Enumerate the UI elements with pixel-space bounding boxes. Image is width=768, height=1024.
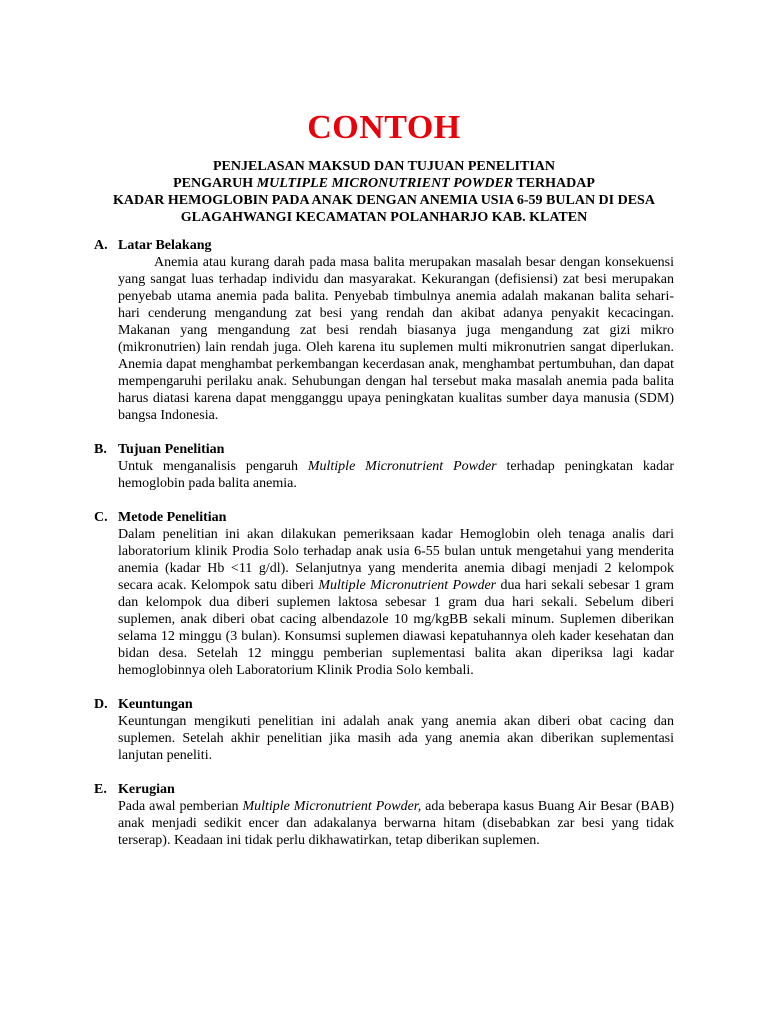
body-text: Untuk menganalisis pengaruh [118,459,308,474]
title-line-4: GLAGAHWANGI KECAMATAN POLANHARJO KAB. KLATEN [180,210,588,225]
section-keuntungan [94,696,674,764]
section-body [118,798,674,849]
body-text: ada beberapa kasus Buang Air Besar (BAB) anak menjadi sedikit encer dan adakalanya berwarna hitam (disebabkan zar besi yang tidak terserap). Keadaan ini tidak perlu dikhawatirkan, tetap diberikan suplemen. [118,799,674,848]
section-body: Keuntungan mengikuti penelitian ini adalah anak yang anemia akan diberi obat cacing dan suplemen. Setelah akhir penelitian jika masih ada yang anemia akan diberikan suplementasi lanjutan peneliti. [118,714,674,763]
body-text: dua hari sekali sebesar 1 gram dan kelompok dua diberi suplemen laktosa sebesar 1 gram dua hari sekali. Sebelum diberi suplemen, anak diberi obat cacing albendazole 10 mg/kgBB sekali minum. Suplemen diberikan selama 12 minggu (3 bulan). Konsumsi suplemen diawasi kepatuhannya oleh kader kesehatan dan bidan desa. Setelah 12 minggu pemberian suplementasi balita akan diperiksa lagi kadar hemoglobinnya oleh Laboratorium Klinik Prodia Solo kembali. [118,578,674,678]
document-heading: CONTOH [307,109,461,146]
document-title [60,158,708,226]
title-line-2-italic: MULTIPLE MICRONUTRIENT POWDER [256,176,514,191]
section-title: Tujuan Penelitian [118,442,225,457]
body-italic: Multiple Micronutrient Powder [318,578,497,593]
section-title: Metode Penelitian [118,510,227,525]
section-body [118,526,674,679]
section-title: Keuntungan [118,697,193,712]
section-letter: A. [94,238,108,253]
title-line-1: PENJELASAN MAKSUD DAN TUJUAN PENELITIAN [212,159,555,174]
title-line-2-post: TERHADAP [513,176,595,191]
section-metode-penelitian [94,509,674,679]
title-line-3: KADAR HEMOGLOBIN PADA ANAK DENGAN ANEMIA USIA 6-59 BULAN DI DESA [113,193,655,208]
section-kerugian [94,781,674,849]
section-body: Anemia atau kurang darah pada masa balita merupakan masalah besar dengan konsekuensi yang sangat luas terhadap individu dan masyarakat. Kekurangan (defisiensi) zat besi merupakan penyebab utama anemia pada balita. Penyebab timbulnya anemia adalah makanan balita sehari-hari cenderung mengandung zat besi yang rendah dan akibat adanya penyakit kecacingan. Makanan yang mengandung zat besi rendah biasanya juga mengandung zat gizi mikro (mikronutrien) lain rendah juga. Oleh karena itu suplemen multi mikronutrien sangat diperlukan. Anemia dapat menghambat perkembangan kecerdasan anak, menghambat pertumbuhan, dan dapat mempengaruhi perilaku anak. Sehubungan dengan hal tersebut maka masalah anemia pada balita harus diatasi karena dapat mengganggu upaya peningkatan kualitas sumber daya manusia (SDM) bangsa Indonesia. [118,255,674,423]
section-letter: E. [94,782,107,797]
body-text: Dalam penelitian ini akan dilakukan pemeriksaan kadar Hemoglobin oleh tenaga analis dari laboratorium klinik Prodia Solo terhadap anak usia 6-55 bulan untuk mengetahui yang menderita anemia (kadar Hb <11 g/dl). Selanjutnya yang menderita anemia dibagi menjadi 2 kelompok secara acak. Kelompok satu diberi [118,527,674,593]
body-italic: Multiple Micronutrient Powder, [242,799,422,814]
section-letter: B. [94,442,107,457]
section-title: Kerugian [118,782,175,797]
body-text: Pada awal pemberian [118,799,243,814]
title-line-2 [60,175,708,192]
section-tujuan-penelitian [94,441,674,492]
body-italic: Multiple Micronutrient Powder [307,459,497,474]
section-title: Latar Belakang [118,238,212,253]
title-line-2-pre: PENGARUH [173,176,257,191]
body-text: terhadap peningkatan kadar hemoglobin pada balita anemia. [118,459,674,491]
section-latar-belakang [94,237,674,424]
section-letter: D. [94,697,108,712]
document-sections [94,237,674,866]
section-body [118,458,674,492]
section-letter: C. [94,510,108,525]
